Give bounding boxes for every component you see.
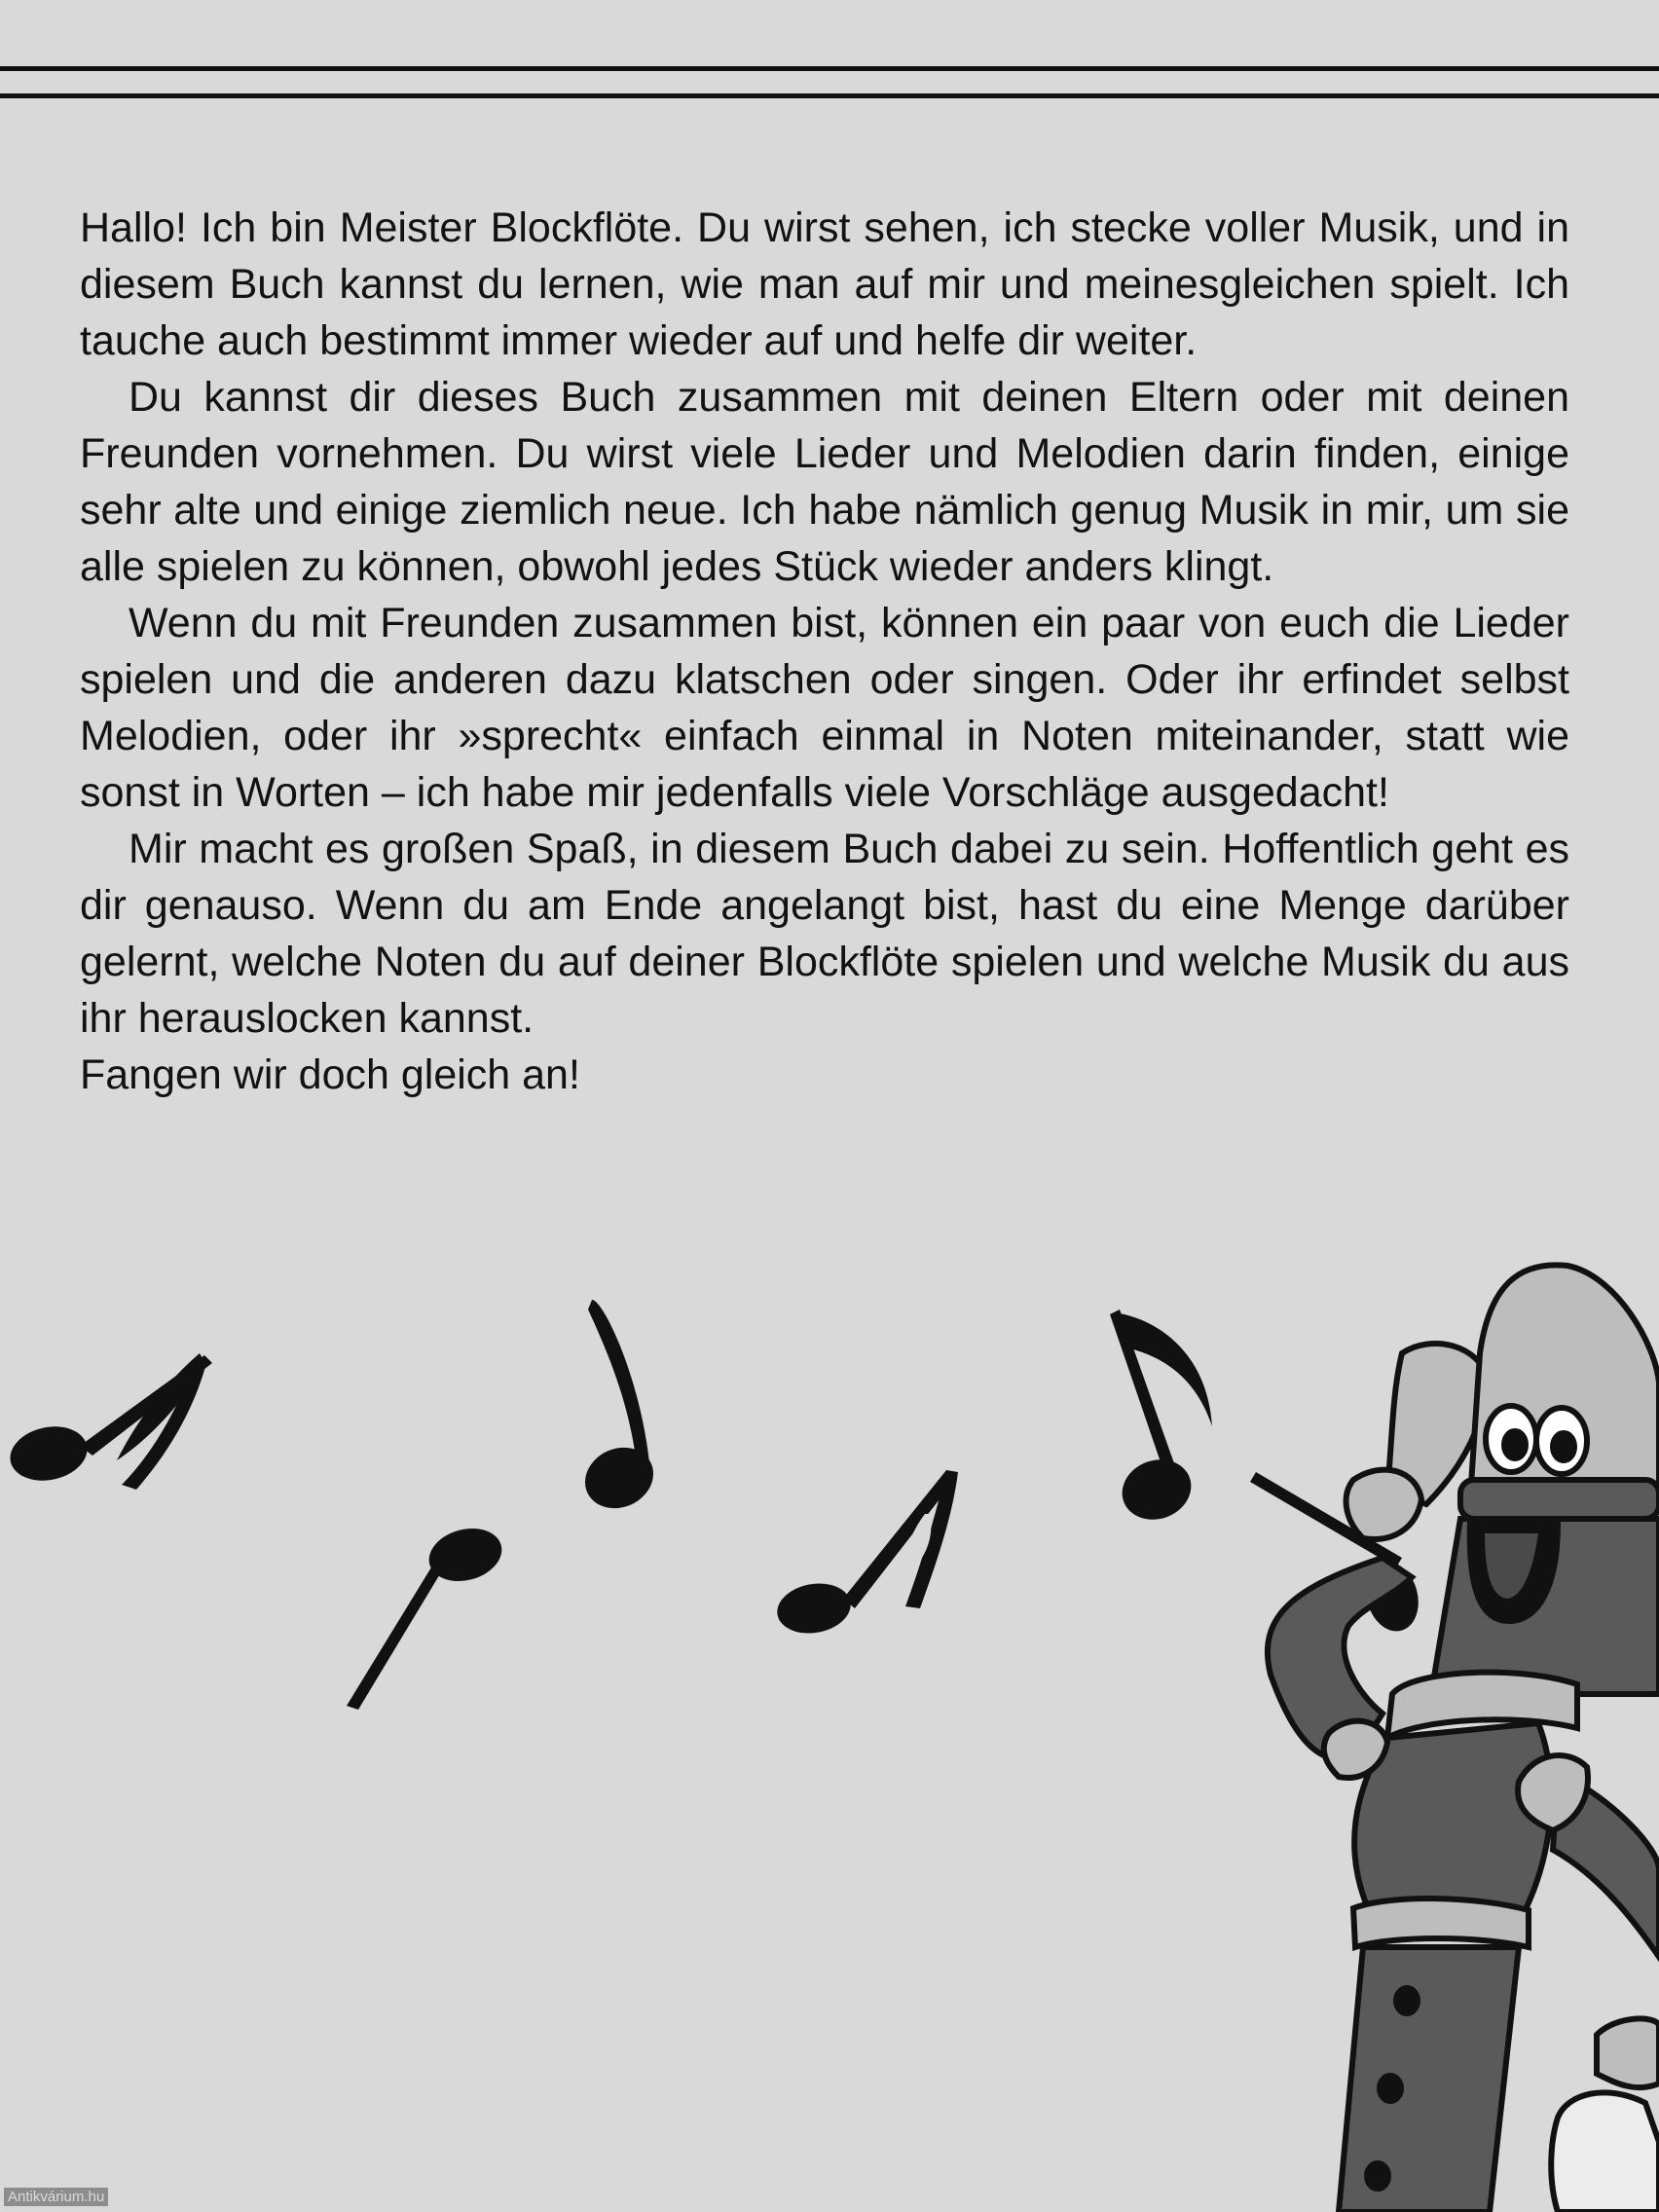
intro-text (80, 200, 1569, 1103)
paragraph-2: Du kannst dir dieses Buch zusammen mit deinen Eltern oder mit deinen Freunden vornehmen. Du wirst viele Lieder und Melodien darin finden, einige sehr alte und einige ziemlich neue. Ich habe nämlich genug Musik in mir, um sie alle spielen zu können, obwohl jedes Stück wieder anders klingt. (80, 374, 1569, 590)
quarter-note-icon (575, 1300, 664, 1519)
eighth-note-icon (773, 1470, 958, 1639)
eighth-note-icon (1110, 1309, 1212, 1530)
quarter-note-icon (347, 1521, 507, 1710)
watermark: Antikvárium.hu (4, 2188, 108, 2206)
paragraph-4: Mir macht es großen Spaß, in diesem Buch dabei zu sein. Hoffentlich geht es dir genauso. Wenn du am Ende angelangt bist, hast du eine Menge darüber gelernt, welche Noten du auf deiner Blockflöte spielen und welche Musik du aus ihr herauslocken kannst. (80, 826, 1569, 1042)
paragraph-1: Hallo! Ich bin Meister Blockflöte. Du wirst sehen, ich stecke voller Musik, und in diesem Buch kannst du lernen, wie man auf mir und meinesgleichen spielt. Ich tauche auch bestimmt immer wieder auf und helfe dir weiter. (80, 204, 1569, 364)
recorder-character-icon (1268, 1265, 1659, 2212)
paragraph-3: Wenn du mit Freunden zusammen bist, können ein paar von euch die Lieder spielen und die anderen dazu klatschen oder singen. Oder ihr erfindet selbst Melodien, oder ihr »sprecht« einfach einmal in Noten miteinander, statt wie sonst in Worten – ich habe mir jedenfalls viele Vorschläge ausgedacht! (80, 600, 1569, 816)
paragraph-5: Fangen wir doch gleich an! (80, 1051, 580, 1098)
eighth-note-icon (5, 1353, 212, 1490)
top-rule (0, 66, 1659, 71)
top-rule-second (0, 93, 1659, 98)
illustration (0, 1246, 1659, 2212)
